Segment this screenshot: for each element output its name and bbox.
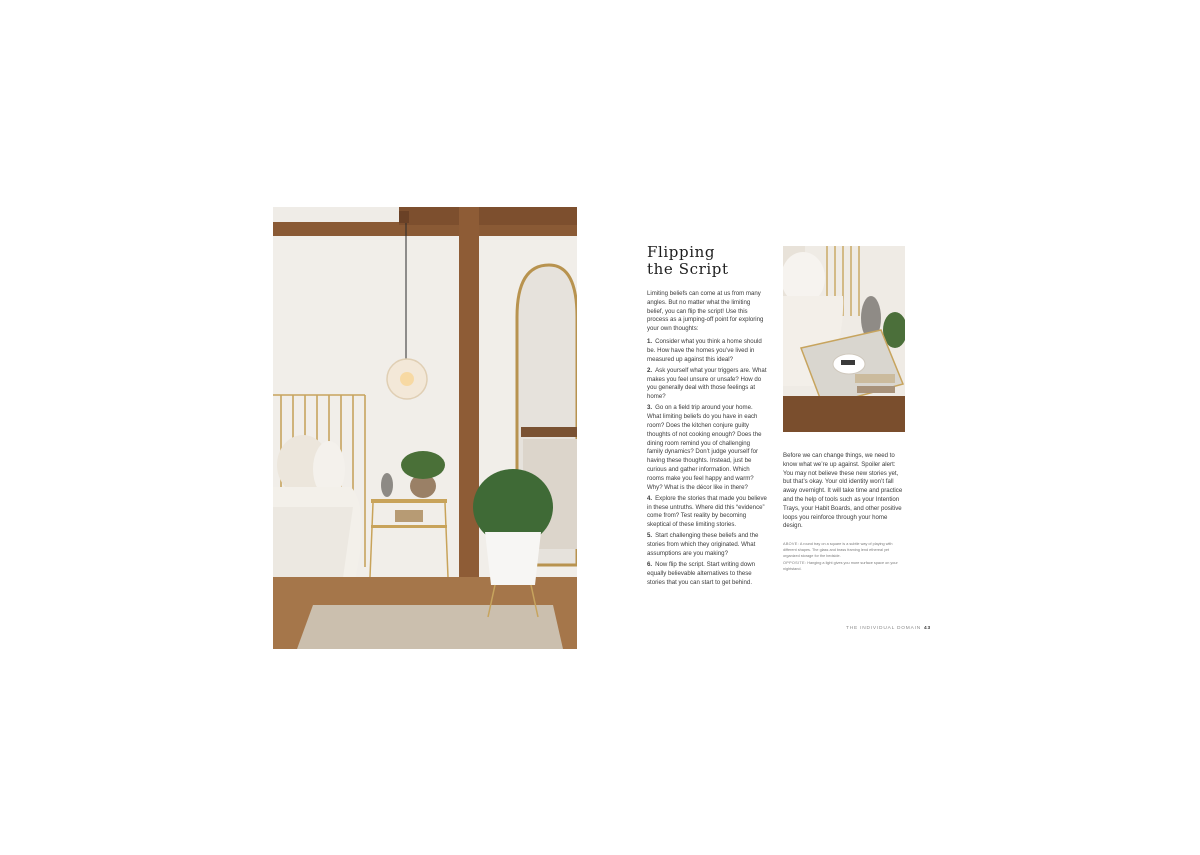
step-item xyxy=(647,561,767,587)
step-text: Start challenging these beliefs and the stories from which they originated. What assumptions are you making? xyxy=(647,532,759,557)
step-number: 1. xyxy=(647,338,653,345)
bedroom-photo xyxy=(273,207,577,649)
step-text: Ask yourself what your triggers are. What makes you feel unsure or unsafe? How do you generally deal with those feelings at home? xyxy=(647,366,767,401)
side-paragraph: Before we can change things, we need to know what we’re up against. Spoiler alert: You may not believe these new stories yet, but that’s okay. Your old identity won’t fall away overnight. It will take time and practice and the help of tools such as your Intention Trays, your Habit Boards, and other positive loops you reinforce through your home design. xyxy=(783,452,903,530)
step-number: 5. xyxy=(647,532,653,540)
page-number: 43 xyxy=(924,626,931,631)
step-text: Explore the stories that made you believe in these untruths. Where did this “evidence” come from? Test reality by becoming skeptical of these limiting stories. xyxy=(647,494,767,529)
step-text: Go on a field trip around your home. What limiting beliefs do you have in each room? Does the kitchen conjure guilty thoughts of not cooking enough? Does the dining room remind you of challenging family dynamics? Don’t judge yourself for having these thoughts. Instead, just be curious and gather information. Which rooms make you feel happy and warm? Why? What is the décor like in there? xyxy=(647,404,762,491)
title-line-1: Flipping xyxy=(647,243,716,261)
step-text: Now flip the script. Start writing down equally believable alternatives to these stories that you can start to get behind. xyxy=(647,561,756,586)
title-line-2: the Script xyxy=(647,260,729,278)
nightstand-photo xyxy=(783,246,905,432)
step-number: 6. xyxy=(647,561,653,569)
step-number: 4. xyxy=(647,494,653,502)
caption-text: A round tray on a square is a subtle way of playing with different shapes. The glass and brass framing lend ethereal yet organized storage for the bedside. xyxy=(783,542,893,558)
caption-above xyxy=(783,542,905,559)
caption-opposite xyxy=(783,561,905,573)
step-item xyxy=(647,532,767,558)
step-item xyxy=(647,338,767,364)
step-text: Consider what you think a home should be. How have the homes you’ve lived in measured up against this ideal? xyxy=(647,338,762,363)
photo-captions xyxy=(783,542,905,575)
nightstand-illustration xyxy=(783,246,905,432)
intro-paragraph: Limiting beliefs can come at us from many angles. But no matter what the limiting belief, you can flip the script! Use this process as a jumping-off point for exploring your own thoughts: xyxy=(647,290,764,333)
step-number: 3. xyxy=(647,404,653,412)
folio-section: THE INDIVIDUAL DOMAIN xyxy=(846,626,921,631)
step-number: 2. xyxy=(647,366,653,374)
step-item xyxy=(647,404,767,492)
article-title xyxy=(647,244,777,278)
page-folio xyxy=(846,626,931,631)
steps-list xyxy=(647,338,767,590)
caption-label: ABOVE: xyxy=(783,542,799,546)
bedroom-illustration xyxy=(273,207,577,649)
caption-label: OPPOSITE: xyxy=(783,561,807,566)
step-item xyxy=(647,495,767,530)
caption-text: Hanging a light gives you more surface space on your nightstand. xyxy=(783,561,898,572)
step-item xyxy=(647,367,767,402)
